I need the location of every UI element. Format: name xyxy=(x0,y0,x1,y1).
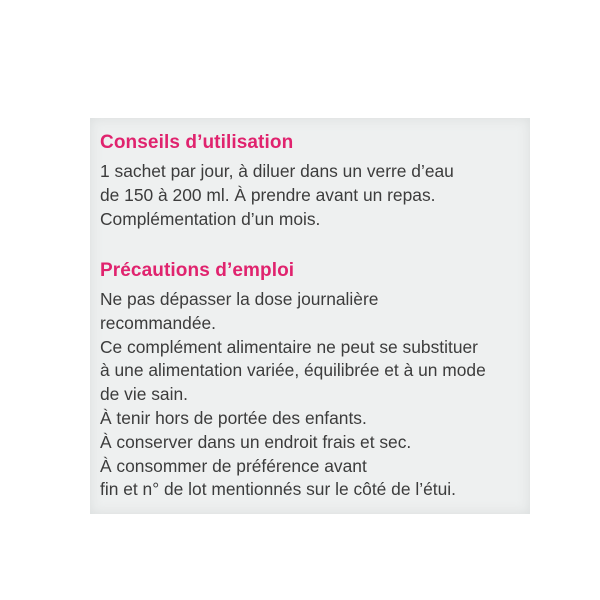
usage-section xyxy=(100,130,522,231)
precautions-line: À conserver dans un endroit frais et sec. xyxy=(100,431,412,452)
precautions-line: À consommer de préférence avant xyxy=(100,455,367,476)
precautions-line: À tenir hors de portée des enfants. xyxy=(100,407,367,428)
precautions-line: fin et n° de lot mentionnés sur le côté de l’étui. xyxy=(100,479,456,500)
precautions-line: Ce complément alimentaire ne peut se substituer xyxy=(100,336,478,357)
instructions-panel xyxy=(90,118,530,514)
precautions-line: à une alimentation variée, équilibrée et à un mode xyxy=(100,360,486,381)
usage-line: de 150 à 200 ml. À prendre avant un repas. xyxy=(100,184,436,205)
precautions-line: recommandée. xyxy=(100,312,216,333)
usage-line: 1 sachet par jour, à diluer dans un verre d’eau xyxy=(100,161,454,181)
precautions-line: Ne pas dépasser la dose journalière xyxy=(100,289,379,309)
precautions-line: de vie sain. xyxy=(100,384,188,405)
usage-heading: Conseils d’utilisation xyxy=(100,132,294,153)
precautions-section xyxy=(100,258,522,502)
precautions-heading: Précautions d’emploi xyxy=(100,260,295,281)
usage-line: Complémentation d’un mois. xyxy=(100,208,321,229)
